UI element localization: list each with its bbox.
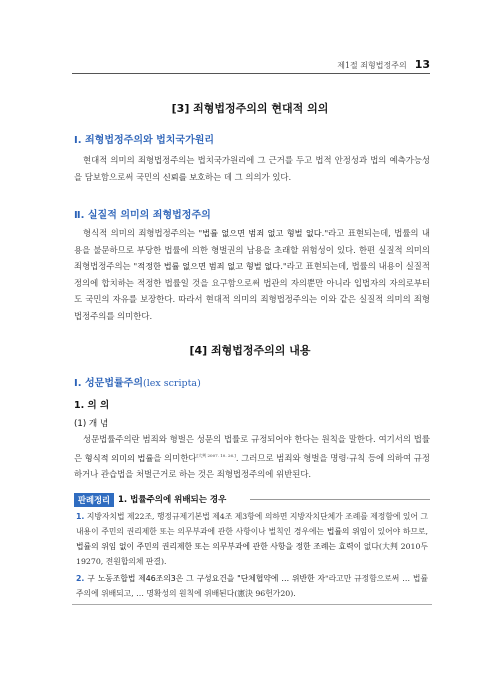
section-4-title: [4] 죄형법정주의의 내용 <box>189 344 311 357</box>
section-4-paragraph-1 <box>74 431 430 482</box>
heading-number: Ⅰ. <box>74 378 86 389</box>
text-run: 을 의미한다 <box>153 452 197 463</box>
section-3-heading-2 <box>74 206 211 221</box>
item-1-1-heading: (1) 개 념 <box>74 419 109 429</box>
text-run: 구 노동조합법 제46조의3은 그 구성요건을 " <box>84 574 241 583</box>
case-heading: 1. 법률주의에 위배되는 경우 <box>118 495 227 505</box>
section-3-heading-1 <box>74 131 214 146</box>
case-item-number: 1. <box>76 512 85 521</box>
heading-number: Ⅰ. <box>74 135 86 146</box>
text-run: 하는 데 그 의의가 있다. <box>205 171 292 182</box>
text-run: 성문법률주의란 범죄와 형벌은 성문의 법률로 규정되어야 한다는 원칙을 말한다. 여기서의 법률은 <box>74 434 430 463</box>
case-heading-rule <box>250 499 430 501</box>
text-run: 없다(大判 2010두19270, 전원합의체 판결). <box>76 542 429 566</box>
section-3-paragraph-1 <box>74 152 430 185</box>
page-number: 13 <box>414 58 430 71</box>
case-badge: 판례정리 <box>74 493 114 507</box>
heading-latin: (lex scripta) <box>142 378 201 389</box>
citation-superscript: [大判 2007. 10. 26.] <box>196 452 236 458</box>
section-4-heading-1 <box>74 374 201 389</box>
text-run: 현대적 의미의 죄형법정주의는 법치국가원리에 그 근거를 두고 법적 안정성과 법의 예측가능성을 담보함으로써 국민의 <box>74 155 430 182</box>
emphasis-text: 법률의 위임 없이 주민의 권리제한 또는 의무부과에 관한 사항을 정한 조례는 효력이 <box>76 542 362 551</box>
header-divider <box>72 73 430 74</box>
running-header <box>337 58 430 71</box>
emphasis-text: 형식적 의미의 법률 <box>84 452 154 463</box>
emphasis-text: 신뢰를 보호 <box>162 171 206 182</box>
heading-text: 성문법률주의 <box>85 378 143 389</box>
heading-number: Ⅱ. <box>74 210 88 221</box>
case-box-bottom-rule <box>72 604 432 605</box>
text-run: ."라고 표현되는데, 법률의 내용이 실질적 정의에 합치하는 적정한 법률일 것을 요구함으로써 법관의 자의뿐만 아니라 입법자의 자의로부터도 국민의 자유를 보장한다. 따라서 현대적 의미의 죄형법정주의는 이와 같은 실질적 의미의 죄형법정주의를 의미한다. <box>74 261 430 321</box>
section-3-title: [3] 죄형법정주의의 현대적 의의 <box>171 102 329 115</box>
text-run: 이 있어야 하므로, <box>367 527 428 536</box>
emphasis-text: 단체협약에 … 위반한 자 <box>240 574 326 583</box>
heading-text: 죄형법정주의와 법치국가원리 <box>85 135 215 146</box>
section-3-paragraph-2 <box>74 225 430 324</box>
emphasis-text: 적정한 법률 없으면 범죄 없고 형벌 없다 <box>137 261 281 271</box>
case-item-1 <box>76 509 428 569</box>
item-1-heading: 1. 의 의 <box>74 400 110 411</box>
text-run: . 그러므로 범죄와 형벌을 명령·규칙 등에 의하여 규정하거나 관습법을 처벌근거로 하는 것은 죄형법정주의에 위반된다. <box>74 452 430 479</box>
text-run: "라고만 규정함으로써 … 법률주의에 위배되고, … 명확성의 원칙에 위배된다(憲決 96헌가20). <box>76 574 428 598</box>
text-run: 형식적 의미의 죄형법정주의는 " <box>83 228 203 238</box>
emphasis-text: 법률의 위임 <box>326 527 368 536</box>
text-run: 지방자치법 제22조, 행정규제기본법 제4조 제3항에 의하면 지방자치단체가 조례를 제정함에 있어 그 내용이 주민의 권리제한 또는 의무부과에 관한 사항이나 벌칙인 경우에는 <box>76 512 428 536</box>
case-item-number: 2. <box>76 574 85 583</box>
case-item-2 <box>76 571 428 601</box>
running-header-section: 제1절 죄형법정주의 <box>337 61 407 70</box>
heading-text: 실질적 의미의 죄형법정주의 <box>87 210 211 221</box>
case-summary-box <box>72 493 432 605</box>
emphasis-text: 법률 없으면 범죄 없고 형벌 없다 <box>202 228 322 238</box>
text-run: ."라고 표현되는데, 법률의 내용을 불문하므로 부당한 법률에 의한 형벌권의 남용을 초래할 위험성이 있다. 한편 실질적 의미의 죄형법정주의는 " <box>74 228 431 271</box>
